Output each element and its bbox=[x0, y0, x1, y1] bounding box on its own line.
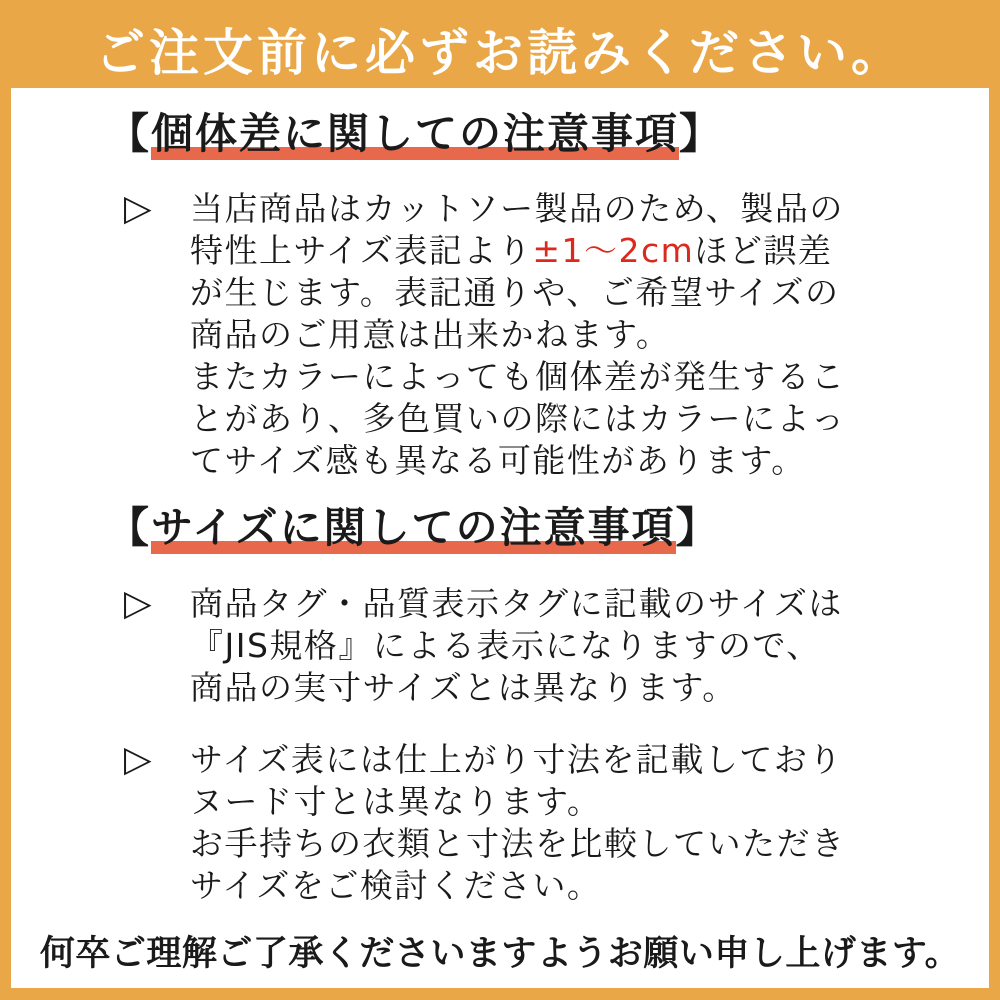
top-banner bbox=[0, 0, 1000, 88]
text-line: 当店商品はカットソー製品のため、製品の bbox=[190, 189, 844, 229]
text-line: 商品タグ・品質表示タグに記載のサイズは bbox=[190, 583, 843, 623]
heading-label: サイズに関しての注意事項 bbox=[151, 503, 676, 553]
bullet-item bbox=[124, 739, 989, 907]
bullet-text bbox=[190, 583, 843, 709]
text-line: 商品のご用意は出来かねます。 bbox=[190, 315, 671, 355]
heading-bracket-open: 【 bbox=[107, 109, 152, 158]
text-line: サイズをご検討ください。 bbox=[190, 865, 602, 905]
section-heading-size bbox=[107, 504, 989, 552]
bullet-text bbox=[190, 739, 846, 907]
text-line: ほど誤差 bbox=[694, 231, 833, 271]
heading-bracket-close: 】 bbox=[679, 109, 724, 158]
text-line: 『JIS規格』による表示になりますので、 bbox=[190, 625, 821, 665]
text-line: サイズ表には仕上がり寸法を記載しており bbox=[190, 739, 843, 779]
heading-bracket-open: 【 bbox=[107, 503, 152, 553]
bullet-item bbox=[124, 188, 989, 482]
triangle-bullet-icon: ▷ bbox=[124, 738, 152, 780]
heading-bracket-close: 】 bbox=[675, 503, 720, 553]
footer-message bbox=[11, 926, 989, 976]
text-line: 特性上サイズ表記より bbox=[190, 231, 533, 271]
text-line: てサイズ感も異なる可能性があります。 bbox=[190, 441, 806, 481]
text-line: 商品の実寸サイズとは異なります。 bbox=[190, 667, 737, 707]
banner-title: ご注文前に必ずお読みください。 bbox=[95, 23, 905, 82]
text-line: とがあり、多色買いの際にはカラーによっ bbox=[190, 399, 846, 439]
text-line: またカラーによっても個体差が発生するこ bbox=[190, 357, 846, 397]
triangle-bullet-icon: ▷ bbox=[124, 188, 152, 230]
text-line: お手持ちの衣類と寸法を比較していただき bbox=[190, 823, 846, 863]
section-heading-individual-difference bbox=[107, 110, 989, 158]
bullet-text bbox=[190, 188, 846, 482]
notice-body bbox=[11, 88, 989, 988]
size-tolerance-highlight: ±1〜2cm bbox=[532, 231, 695, 271]
text-line: ヌード寸とは異なります。 bbox=[190, 781, 602, 821]
triangle-bullet-icon: ▷ bbox=[124, 582, 152, 624]
heading-label: 個体差に関しての注意事項 bbox=[151, 109, 680, 158]
bullet-item bbox=[124, 583, 989, 709]
footer-text: 何卒ご理解ご了承くださいますようお願い申し上げます。 bbox=[39, 933, 961, 974]
text-line: が生じます。表記通りや、ご希望サイズの bbox=[190, 273, 840, 313]
